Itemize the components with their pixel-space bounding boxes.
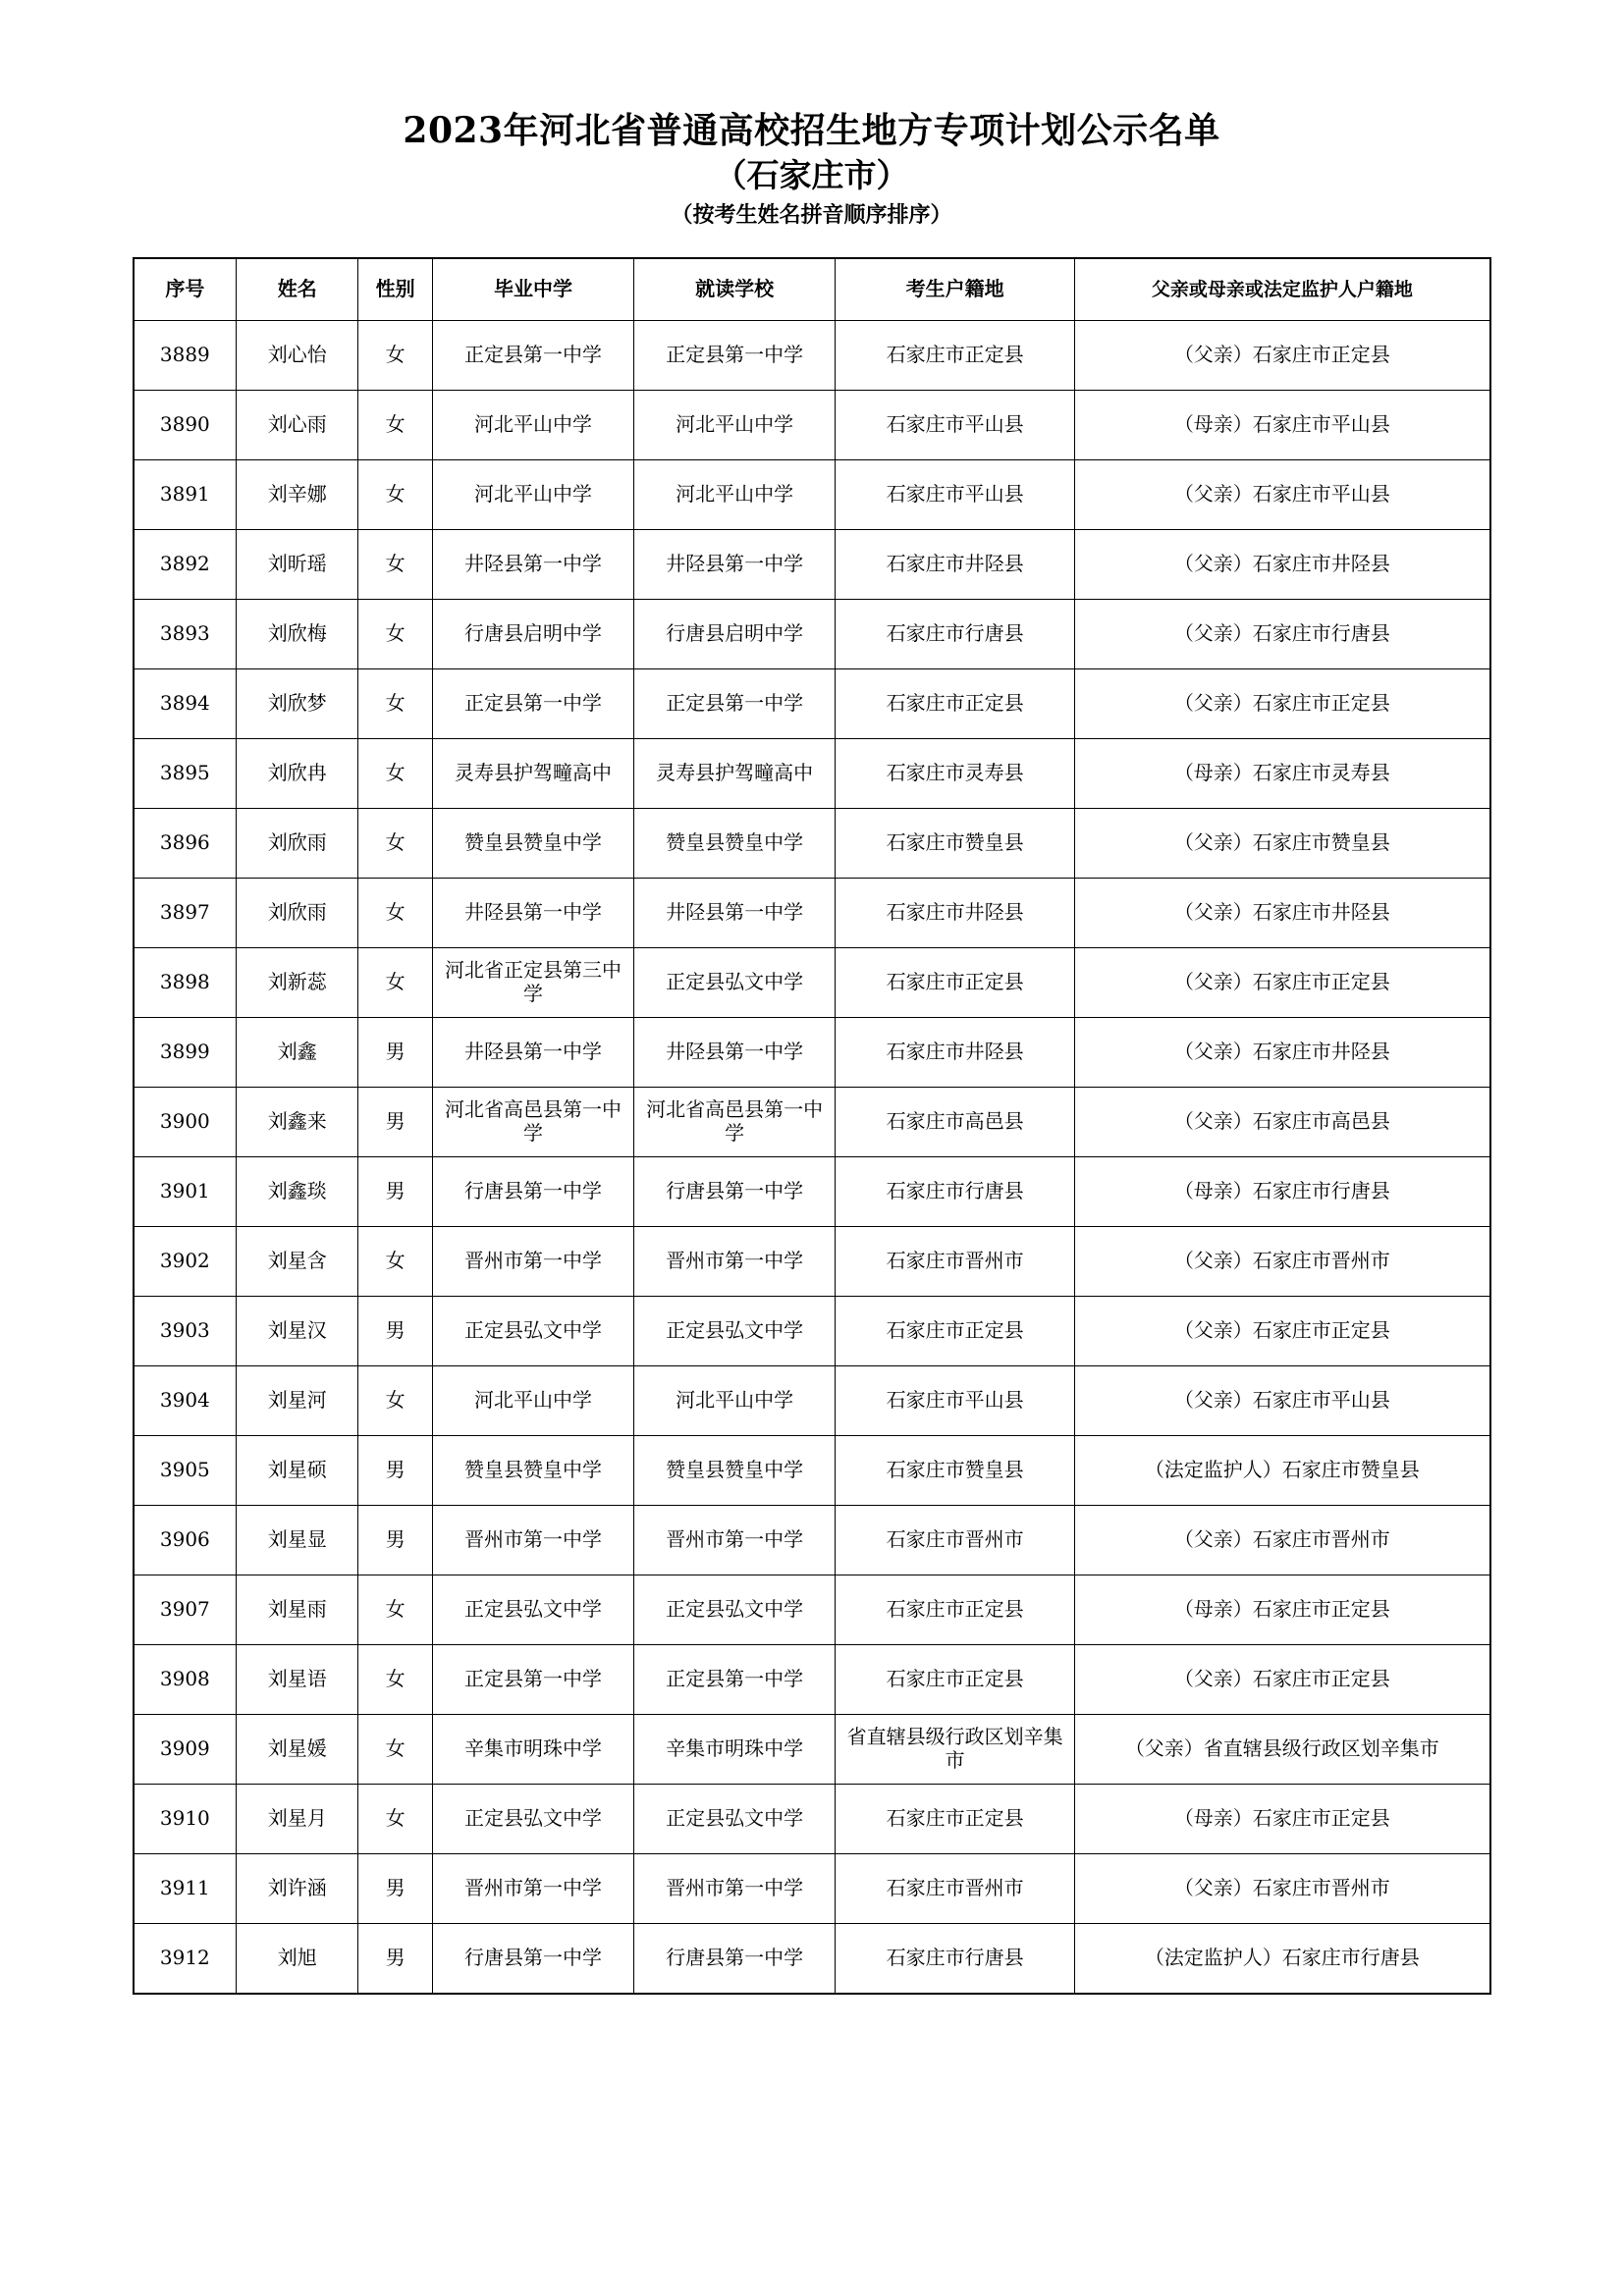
cell-name: 刘欣梦 [237, 668, 358, 738]
cell-study: 赞皇县赞皇中学 [634, 1435, 836, 1505]
table-row [134, 1087, 1490, 1156]
cell-seq: 3889 [134, 320, 237, 390]
cell-grad: 正定县第一中学 [432, 320, 633, 390]
cell-seq: 3901 [134, 1156, 237, 1226]
cell-hk: 石家庄市正定县 [836, 320, 1075, 390]
cell-guard: （父亲）石家庄市正定县 [1075, 1644, 1490, 1714]
cell-guard: （父亲）石家庄市井陉县 [1075, 1017, 1490, 1087]
cell-grad: 行唐县第一中学 [432, 1156, 633, 1226]
column-header-study-school: 就读学校 [634, 258, 836, 321]
roster-table-container [133, 257, 1491, 1995]
cell-grad: 河北省正定县第三中学 [432, 947, 633, 1017]
table-row [134, 947, 1490, 1017]
cell-study: 井陉县第一中学 [634, 878, 836, 947]
cell-guard: （父亲）石家庄市晋州市 [1075, 1226, 1490, 1296]
cell-sex: 女 [358, 599, 433, 668]
cell-sex: 女 [358, 320, 433, 390]
table-row [134, 1435, 1490, 1505]
cell-sex: 男 [358, 1435, 433, 1505]
cell-grad: 行唐县第一中学 [432, 1923, 633, 1994]
cell-seq: 3903 [134, 1296, 237, 1365]
cell-guard: （父亲）石家庄市赞皇县 [1075, 808, 1490, 878]
cell-name: 刘心雨 [237, 390, 358, 459]
table-row [134, 1365, 1490, 1435]
cell-sex: 女 [358, 1226, 433, 1296]
cell-study: 河北平山中学 [634, 1365, 836, 1435]
table-row [134, 1505, 1490, 1575]
cell-name: 刘星雨 [237, 1575, 358, 1644]
cell-seq: 3892 [134, 529, 237, 599]
cell-grad: 河北平山中学 [432, 1365, 633, 1435]
cell-sex: 女 [358, 738, 433, 808]
cell-study: 晋州市第一中学 [634, 1853, 836, 1923]
cell-seq: 3900 [134, 1087, 237, 1156]
cell-study: 河北平山中学 [634, 390, 836, 459]
cell-study: 行唐县第一中学 [634, 1923, 836, 1994]
cell-hk: 石家庄市平山县 [836, 459, 1075, 529]
cell-seq: 3895 [134, 738, 237, 808]
cell-sex: 男 [358, 1505, 433, 1575]
cell-name: 刘星语 [237, 1644, 358, 1714]
cell-name: 刘星河 [237, 1365, 358, 1435]
cell-seq: 3909 [134, 1714, 237, 1784]
cell-hk: 石家庄市平山县 [836, 1365, 1075, 1435]
cell-name: 刘许涵 [237, 1853, 358, 1923]
column-header-sex: 性别 [358, 258, 433, 321]
roster-table [133, 257, 1491, 1995]
table-row [134, 1296, 1490, 1365]
cell-name: 刘欣梅 [237, 599, 358, 668]
cell-grad: 晋州市第一中学 [432, 1853, 633, 1923]
cell-grad: 正定县弘文中学 [432, 1296, 633, 1365]
cell-sex: 男 [358, 1156, 433, 1226]
cell-seq: 3896 [134, 808, 237, 878]
cell-sex: 女 [358, 1784, 433, 1853]
cell-hk: 石家庄市行唐县 [836, 1156, 1075, 1226]
cell-grad: 晋州市第一中学 [432, 1226, 633, 1296]
cell-name: 刘鑫来 [237, 1087, 358, 1156]
cell-sex: 女 [358, 1714, 433, 1784]
table-row [134, 738, 1490, 808]
cell-grad: 井陉县第一中学 [432, 529, 633, 599]
cell-guard: （母亲）石家庄市正定县 [1075, 1784, 1490, 1853]
cell-grad: 灵寿县护驾疃高中 [432, 738, 633, 808]
cell-sex: 女 [358, 390, 433, 459]
cell-sex: 男 [358, 1087, 433, 1156]
cell-seq: 3890 [134, 390, 237, 459]
page-subtitle-city: （石家庄市） [714, 155, 909, 194]
cell-study: 正定县第一中学 [634, 320, 836, 390]
cell-seq: 3898 [134, 947, 237, 1017]
cell-study: 晋州市第一中学 [634, 1505, 836, 1575]
cell-seq: 3894 [134, 668, 237, 738]
cell-grad: 河北平山中学 [432, 459, 633, 529]
cell-name: 刘旭 [237, 1923, 358, 1994]
table-row [134, 668, 1490, 738]
cell-hk: 石家庄市晋州市 [836, 1226, 1075, 1296]
cell-name: 刘辛娜 [237, 459, 358, 529]
cell-seq: 3904 [134, 1365, 237, 1435]
cell-guard: （父亲）石家庄市平山县 [1075, 1365, 1490, 1435]
cell-seq: 3891 [134, 459, 237, 529]
cell-seq: 3897 [134, 878, 237, 947]
table-row [134, 808, 1490, 878]
cell-grad: 井陉县第一中学 [432, 878, 633, 947]
cell-sex: 女 [358, 668, 433, 738]
cell-hk: 石家庄市正定县 [836, 947, 1075, 1017]
cell-hk: 石家庄市行唐县 [836, 1923, 1075, 1994]
cell-guard: （母亲）石家庄市平山县 [1075, 390, 1490, 459]
cell-name: 刘星媛 [237, 1714, 358, 1784]
cell-study: 正定县弘文中学 [634, 1784, 836, 1853]
cell-sex: 女 [358, 1365, 433, 1435]
cell-grad: 赞皇县赞皇中学 [432, 1435, 633, 1505]
cell-hk: 石家庄市井陉县 [836, 529, 1075, 599]
cell-name: 刘昕瑶 [237, 529, 358, 599]
cell-study: 正定县第一中学 [634, 1644, 836, 1714]
cell-study: 灵寿县护驾疃高中 [634, 738, 836, 808]
column-header-guardian-residence: 父亲或母亲或法定监护人户籍地 [1075, 258, 1490, 321]
cell-name: 刘鑫 [237, 1017, 358, 1087]
cell-name: 刘欣雨 [237, 808, 358, 878]
page-title: 2023年河北省普通高校招生地方专项计划公示名单 [403, 110, 1220, 151]
document-header [0, 0, 1623, 230]
cell-guard: （父亲）石家庄市晋州市 [1075, 1505, 1490, 1575]
cell-guard: （父亲）省直辖县级行政区划辛集市 [1075, 1714, 1490, 1784]
cell-name: 刘星含 [237, 1226, 358, 1296]
table-row [134, 529, 1490, 599]
cell-grad: 井陉县第一中学 [432, 1017, 633, 1087]
cell-guard: （法定监护人）石家庄市行唐县 [1075, 1923, 1490, 1994]
cell-hk: 石家庄市井陉县 [836, 1017, 1075, 1087]
table-row [134, 1644, 1490, 1714]
cell-grad: 晋州市第一中学 [432, 1505, 633, 1575]
cell-seq: 3893 [134, 599, 237, 668]
cell-grad: 正定县第一中学 [432, 668, 633, 738]
cell-seq: 3908 [134, 1644, 237, 1714]
cell-hk: 石家庄市高邑县 [836, 1087, 1075, 1156]
cell-study: 河北省高邑县第一中学 [634, 1087, 836, 1156]
cell-sex: 男 [358, 1017, 433, 1087]
table-row [134, 1156, 1490, 1226]
cell-guard: （母亲）石家庄市灵寿县 [1075, 738, 1490, 808]
table-row [134, 320, 1490, 390]
cell-hk: 省直辖县级行政区划辛集市 [836, 1714, 1075, 1784]
cell-name: 刘星硕 [237, 1435, 358, 1505]
cell-name: 刘星汉 [237, 1296, 358, 1365]
column-header-name: 姓名 [237, 258, 358, 321]
table-row [134, 599, 1490, 668]
cell-seq: 3910 [134, 1784, 237, 1853]
column-header-seq: 序号 [134, 258, 237, 321]
cell-study: 晋州市第一中学 [634, 1226, 836, 1296]
cell-study: 河北平山中学 [634, 459, 836, 529]
cell-seq: 3906 [134, 1505, 237, 1575]
cell-guard: （父亲）石家庄市正定县 [1075, 320, 1490, 390]
cell-hk: 石家庄市行唐县 [836, 599, 1075, 668]
cell-guard: （父亲）石家庄市正定县 [1075, 1296, 1490, 1365]
cell-hk: 石家庄市正定县 [836, 1575, 1075, 1644]
cell-seq: 3899 [134, 1017, 237, 1087]
cell-grad: 赞皇县赞皇中学 [432, 808, 633, 878]
column-header-candidate-residence: 考生户籍地 [836, 258, 1075, 321]
cell-hk: 石家庄市正定县 [836, 1296, 1075, 1365]
cell-hk: 石家庄市赞皇县 [836, 1435, 1075, 1505]
cell-study: 正定县第一中学 [634, 668, 836, 738]
cell-hk: 石家庄市晋州市 [836, 1853, 1075, 1923]
cell-study: 井陉县第一中学 [634, 529, 836, 599]
cell-hk: 石家庄市井陉县 [836, 878, 1075, 947]
cell-hk: 石家庄市正定县 [836, 1644, 1075, 1714]
table-header-row [134, 258, 1490, 321]
cell-study: 行唐县启明中学 [634, 599, 836, 668]
cell-guard: （母亲）石家庄市行唐县 [1075, 1156, 1490, 1226]
cell-guard: （父亲）石家庄市行唐县 [1075, 599, 1490, 668]
cell-study: 井陉县第一中学 [634, 1017, 836, 1087]
cell-name: 刘鑫琰 [237, 1156, 358, 1226]
cell-guard: （父亲）石家庄市井陉县 [1075, 878, 1490, 947]
cell-hk: 石家庄市赞皇县 [836, 808, 1075, 878]
table-header [134, 258, 1490, 321]
cell-study: 辛集市明珠中学 [634, 1714, 836, 1784]
table-row [134, 390, 1490, 459]
cell-study: 赞皇县赞皇中学 [634, 808, 836, 878]
cell-seq: 3911 [134, 1853, 237, 1923]
cell-grad: 河北平山中学 [432, 390, 633, 459]
cell-seq: 3912 [134, 1923, 237, 1994]
cell-grad: 正定县弘文中学 [432, 1575, 633, 1644]
cell-grad: 行唐县启明中学 [432, 599, 633, 668]
table-body [134, 320, 1490, 1994]
cell-sex: 女 [358, 878, 433, 947]
page-subtitle-note: （按考生姓名拼音顺序排序） [671, 202, 952, 229]
table-row [134, 1226, 1490, 1296]
cell-name: 刘欣雨 [237, 878, 358, 947]
table-row [134, 878, 1490, 947]
cell-seq: 3902 [134, 1226, 237, 1296]
table-row [134, 1784, 1490, 1853]
cell-hk: 石家庄市正定县 [836, 1784, 1075, 1853]
cell-hk: 石家庄市灵寿县 [836, 738, 1075, 808]
table-row [134, 459, 1490, 529]
cell-guard: （父亲）石家庄市晋州市 [1075, 1853, 1490, 1923]
cell-study: 行唐县第一中学 [634, 1156, 836, 1226]
table-row [134, 1714, 1490, 1784]
cell-sex: 女 [358, 947, 433, 1017]
cell-seq: 3907 [134, 1575, 237, 1644]
cell-seq: 3905 [134, 1435, 237, 1505]
cell-guard: （父亲）石家庄市平山县 [1075, 459, 1490, 529]
cell-study: 正定县弘文中学 [634, 1575, 836, 1644]
cell-guard: （法定监护人）石家庄市赞皇县 [1075, 1435, 1490, 1505]
cell-name: 刘星显 [237, 1505, 358, 1575]
cell-study: 正定县弘文中学 [634, 947, 836, 1017]
cell-sex: 女 [358, 808, 433, 878]
cell-sex: 女 [358, 529, 433, 599]
cell-guard: （母亲）石家庄市正定县 [1075, 1575, 1490, 1644]
cell-grad: 辛集市明珠中学 [432, 1714, 633, 1784]
cell-name: 刘新蕊 [237, 947, 358, 1017]
cell-study: 正定县弘文中学 [634, 1296, 836, 1365]
cell-hk: 石家庄市平山县 [836, 390, 1075, 459]
cell-hk: 石家庄市正定县 [836, 668, 1075, 738]
table-row [134, 1853, 1490, 1923]
cell-sex: 男 [358, 1923, 433, 1994]
cell-sex: 女 [358, 459, 433, 529]
cell-sex: 男 [358, 1296, 433, 1365]
cell-grad: 正定县弘文中学 [432, 1784, 633, 1853]
table-row [134, 1575, 1490, 1644]
cell-sex: 女 [358, 1644, 433, 1714]
cell-guard: （父亲）石家庄市正定县 [1075, 947, 1490, 1017]
table-row [134, 1017, 1490, 1087]
table-row [134, 1923, 1490, 1994]
cell-guard: （父亲）石家庄市高邑县 [1075, 1087, 1490, 1156]
cell-sex: 女 [358, 1575, 433, 1644]
cell-grad: 河北省高邑县第一中学 [432, 1087, 633, 1156]
column-header-graduation-school: 毕业中学 [432, 258, 633, 321]
cell-guard: （父亲）石家庄市正定县 [1075, 668, 1490, 738]
cell-guard: （父亲）石家庄市井陉县 [1075, 529, 1490, 599]
cell-name: 刘星月 [237, 1784, 358, 1853]
cell-sex: 男 [358, 1853, 433, 1923]
cell-name: 刘欣冉 [237, 738, 358, 808]
cell-name: 刘心怡 [237, 320, 358, 390]
cell-hk: 石家庄市晋州市 [836, 1505, 1075, 1575]
cell-grad: 正定县第一中学 [432, 1644, 633, 1714]
